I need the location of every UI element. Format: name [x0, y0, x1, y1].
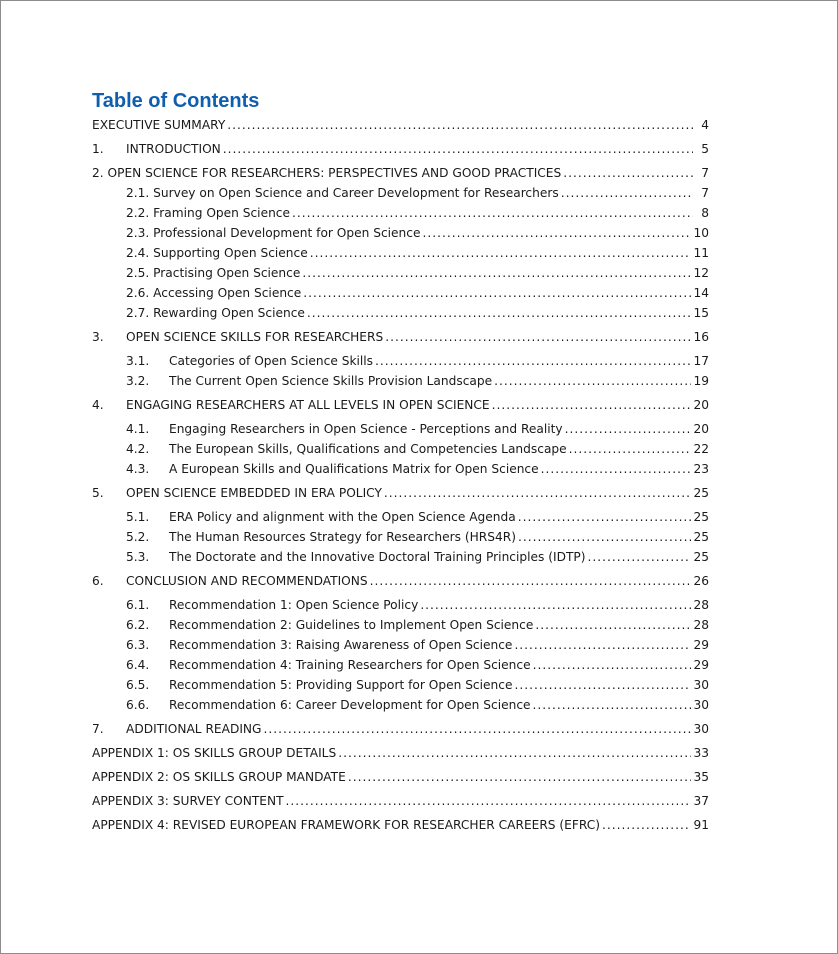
dot-leader	[348, 767, 692, 787]
toc-page-number: 20	[693, 398, 709, 412]
toc-page-number: 19	[693, 374, 709, 388]
dot-leader	[533, 655, 692, 675]
dot-leader	[588, 547, 692, 567]
dot-leader	[338, 743, 691, 763]
toc-page-number: 91	[693, 818, 709, 832]
toc-page-number: 26	[693, 574, 709, 588]
toc-subentry[interactable]	[92, 183, 709, 203]
dot-leader	[565, 419, 692, 439]
toc-page-number: 7	[701, 166, 709, 180]
toc-page-number: 16	[693, 330, 709, 344]
toc-entry[interactable]	[92, 791, 709, 811]
toc-entry-label: 2.5. Practising Open Science	[126, 266, 301, 280]
dot-leader	[494, 371, 691, 391]
dot-leader	[514, 675, 691, 695]
toc-subentry[interactable]	[92, 303, 709, 323]
dot-leader	[535, 615, 691, 635]
toc-entry-label: 2.1. Survey on Open Science and Career Development for Researchers	[126, 186, 559, 200]
toc-subentry[interactable]	[92, 439, 709, 459]
dot-leader	[223, 139, 693, 159]
toc-subentry[interactable]	[92, 203, 709, 223]
table-of-contents	[92, 115, 709, 835]
toc-entry-label: APPENDIX 2: OS SKILLS GROUP MANDATE	[92, 770, 346, 784]
toc-page-number: 25	[693, 530, 709, 544]
toc-page-number: 28	[693, 598, 709, 612]
toc-entry-label: 2.7. Rewarding Open Science	[126, 306, 305, 320]
toc-page-number: 8	[701, 206, 709, 220]
toc-section-number: 3.	[92, 330, 104, 344]
toc-page-number: 30	[693, 678, 709, 692]
toc-section-number: 6.4.	[126, 658, 150, 672]
toc-subentry[interactable]	[92, 547, 709, 567]
toc-page-number: 29	[693, 658, 709, 672]
toc-entry-label: The Current Open Science Skills Provision Landscape	[169, 374, 493, 388]
toc-section-number: 6.	[92, 574, 104, 588]
toc-page-number: 20	[693, 422, 709, 436]
toc-section-number: 5.2.	[126, 530, 150, 544]
page-title: Table of Contents	[92, 90, 260, 112]
toc-entry-label: 2.3. Professional Development for Open Science	[126, 226, 421, 240]
dot-leader	[561, 183, 693, 203]
dot-leader	[384, 483, 692, 503]
toc-page-number: 35	[693, 770, 709, 784]
toc-page-number: 25	[693, 486, 709, 500]
dot-leader	[422, 223, 691, 243]
toc-entry-label: ERA Policy and alignment with the Open Science Agenda	[169, 510, 516, 524]
toc-section-number: 5.1.	[126, 510, 150, 524]
toc-section-number: 6.3.	[126, 638, 150, 652]
toc-entry[interactable]	[92, 395, 709, 415]
toc-page-number: 23	[693, 462, 709, 476]
toc-entry[interactable]	[92, 719, 709, 739]
toc-entry-label: Recommendation 3: Raising Awareness of Open Science	[169, 638, 513, 652]
toc-subentry[interactable]	[92, 351, 709, 371]
dot-leader	[492, 395, 692, 415]
toc-entry[interactable]	[92, 139, 709, 159]
toc-page-number: 22	[693, 442, 709, 456]
toc-entry-label: INTRODUCTION	[126, 142, 221, 156]
toc-page-number: 7	[701, 186, 709, 200]
dot-leader	[303, 283, 691, 303]
toc-page-number: 14	[693, 286, 709, 300]
toc-entry[interactable]	[92, 815, 709, 835]
toc-section-number: 6.2.	[126, 618, 150, 632]
toc-entry-label: ADDITIONAL READING	[126, 722, 262, 736]
toc-section-number: 3.2.	[126, 374, 150, 388]
toc-subentry[interactable]	[92, 695, 709, 715]
toc-entry-label: Recommendation 1: Open Science Policy	[169, 598, 419, 612]
toc-entry-label: OPEN SCIENCE SKILLS FOR RESEARCHERS	[126, 330, 384, 344]
toc-page-number: 5	[701, 142, 709, 156]
toc-entry-label: Recommendation 6: Career Development for Open Science	[169, 698, 531, 712]
toc-entry-label: ENGAGING RESEARCHERS AT ALL LEVELS IN OPEN SCIENCE	[126, 398, 490, 412]
toc-entry-label: Recommendation 2: Guidelines to Implement Open Science	[169, 618, 534, 632]
toc-page-number: 17	[693, 354, 709, 368]
dot-leader	[420, 595, 691, 615]
toc-subentry[interactable]	[92, 615, 709, 635]
toc-section-number: 4.1.	[126, 422, 150, 436]
dot-leader	[563, 163, 693, 183]
toc-entry-label: 2.2. Framing Open Science	[126, 206, 290, 220]
toc-entry-label: APPENDIX 4: REVISED EUROPEAN FRAMEWORK FOR RESEARCHER CAREERS (EFRC)	[92, 818, 601, 832]
dot-leader	[370, 571, 692, 591]
toc-section-number: 4.	[92, 398, 104, 412]
toc-entry[interactable]	[92, 483, 709, 503]
dot-leader	[286, 791, 692, 811]
toc-page-number: 25	[693, 550, 709, 564]
toc-entry-label: APPENDIX 1: OS SKILLS GROUP DETAILS	[92, 746, 337, 760]
toc-entry-label: 2.4. Supporting Open Science	[126, 246, 308, 260]
toc-section-number: 6.6.	[126, 698, 150, 712]
dot-leader	[375, 351, 691, 371]
dot-leader	[264, 719, 692, 739]
toc-page-number: 28	[693, 618, 709, 632]
toc-subentry[interactable]	[92, 419, 709, 439]
toc-section-number: 5.	[92, 486, 104, 500]
toc-subentry[interactable]	[92, 635, 709, 655]
toc-entry-label: 2.6. Accessing Open Science	[126, 286, 302, 300]
toc-entry-label: The Human Resources Strategy for Researchers (HRS4R)	[169, 530, 516, 544]
toc-entry[interactable]	[92, 767, 709, 787]
toc-page-number: 11	[693, 246, 709, 260]
toc-subentry[interactable]	[92, 527, 709, 547]
toc-entry-label: Recommendation 4: Training Researchers for Open Science	[169, 658, 531, 672]
toc-subentry[interactable]	[92, 223, 709, 243]
toc-entry[interactable]	[92, 163, 709, 183]
toc-page-number: 30	[693, 698, 709, 712]
toc-subentry[interactable]	[92, 283, 709, 303]
toc-subentry[interactable]	[92, 655, 709, 675]
dot-leader	[541, 459, 692, 479]
toc-subentry[interactable]	[92, 507, 709, 527]
toc-page-number: 37	[693, 794, 709, 808]
toc-entry-label: Recommendation 5: Providing Support for Open Science	[169, 678, 513, 692]
dot-leader	[385, 327, 691, 347]
toc-section-number: 1.	[92, 142, 104, 156]
toc-section-number: 6.1.	[126, 598, 150, 612]
dot-leader	[307, 303, 692, 323]
dot-leader	[602, 815, 691, 835]
dot-leader	[518, 507, 692, 527]
dot-leader	[292, 203, 693, 223]
toc-section-number: 6.5.	[126, 678, 150, 692]
dot-leader	[514, 635, 691, 655]
toc-entry-label: EXECUTIVE SUMMARY	[92, 118, 226, 132]
dot-leader	[227, 115, 693, 135]
toc-page-number: 10	[693, 226, 709, 240]
toc-entry-label: Categories of Open Science Skills	[169, 354, 374, 368]
toc-entry-label: A European Skills and Qualifications Matrix for Open Science	[169, 462, 539, 476]
toc-entry-label: APPENDIX 3: SURVEY CONTENT	[92, 794, 284, 808]
dot-leader	[569, 439, 692, 459]
toc-subentry[interactable]	[92, 263, 709, 283]
dot-leader	[518, 527, 692, 547]
toc-page-number: 4	[701, 118, 709, 132]
toc-subentry[interactable]	[92, 243, 709, 263]
dot-leader	[302, 263, 691, 283]
toc-page-number: 33	[693, 746, 709, 760]
toc-entry-label: CONCLUSION AND RECOMMENDATIONS	[126, 574, 368, 588]
toc-entry-label: The European Skills, Qualifications and Competencies Landscape	[169, 442, 567, 456]
toc-entry-label: 2. OPEN SCIENCE FOR RESEARCHERS: PERSPECTIVES AND GOOD PRACTICES	[92, 166, 562, 180]
toc-entry[interactable]	[92, 571, 709, 591]
toc-section-number: 7.	[92, 722, 104, 736]
toc-entry[interactable]	[92, 743, 709, 763]
toc-section-number: 3.1.	[126, 354, 150, 368]
toc-entry[interactable]	[92, 115, 709, 135]
toc-entry-label: OPEN SCIENCE EMBEDDED IN ERA POLICY	[126, 486, 382, 500]
toc-section-number: 4.2.	[126, 442, 150, 456]
toc-subentry[interactable]	[92, 459, 709, 479]
toc-page-number: 15	[693, 306, 709, 320]
dot-leader	[310, 243, 692, 263]
toc-page-number: 25	[693, 510, 709, 524]
toc-subentry[interactable]	[92, 675, 709, 695]
toc-entry-label: Engaging Researchers in Open Science - Perceptions and Reality	[169, 422, 563, 436]
toc-entry[interactable]	[92, 327, 709, 347]
toc-subentry[interactable]	[92, 595, 709, 615]
toc-entry-label: The Doctorate and the Innovative Doctoral Training Principles (IDTP)	[169, 550, 586, 564]
toc-section-number: 4.3.	[126, 462, 150, 476]
toc-page-number: 12	[693, 266, 709, 280]
toc-page-number: 30	[693, 722, 709, 736]
toc-section-number: 5.3.	[126, 550, 150, 564]
toc-subentry[interactable]	[92, 371, 709, 391]
toc-page-number: 29	[693, 638, 709, 652]
dot-leader	[533, 695, 692, 715]
